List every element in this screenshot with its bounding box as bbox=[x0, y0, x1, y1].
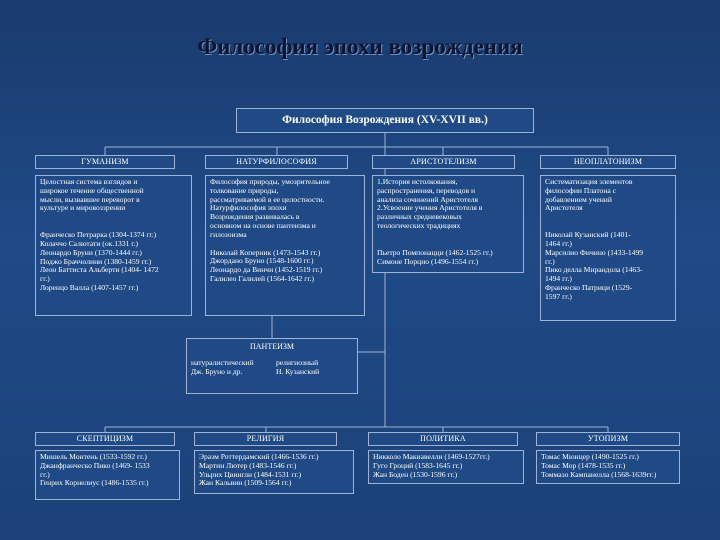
column-line: Томмазо Кампанелла (1568-1639гг.) bbox=[541, 469, 657, 479]
pantheism-line: Дж. Бруно и др. bbox=[191, 367, 243, 376]
header-neoplatonism: НЕОПЛАТОНИЗМ bbox=[540, 155, 676, 169]
column-utopianism bbox=[536, 450, 680, 484]
header-utopianism: УТОПИЗМ bbox=[536, 432, 680, 446]
column-line: анализа сочинений Аристотеля bbox=[377, 194, 478, 204]
column-line: 2.Усвоение учения Аристотеля в bbox=[377, 203, 483, 213]
column-line: Николай Коперник (1473-1543 гг.) bbox=[210, 247, 321, 257]
column-line: Эразм Роттердамский (1466-1536 гг.) bbox=[199, 452, 319, 461]
column-line: гг.) bbox=[40, 274, 50, 284]
column-line: Пико делла Мирандола (1463- bbox=[545, 265, 643, 275]
pantheism-line: религиозный bbox=[276, 358, 319, 367]
column-line: Колаччо Салютати (ок.1331 г.) bbox=[40, 238, 138, 248]
column-politics bbox=[368, 450, 524, 484]
column-line: Ульрих Цвингли (1484-1531 гг.) bbox=[199, 469, 302, 479]
column-aristotelianism bbox=[372, 175, 524, 273]
pantheism-religious bbox=[268, 358, 353, 376]
column-line: теологических традициях bbox=[377, 220, 461, 230]
column-humanism bbox=[35, 175, 192, 316]
column-line: Томас Мюнцер (1490-1525 гг.) bbox=[541, 452, 639, 461]
column-line: Франческо Патрици (1529- bbox=[545, 282, 633, 292]
column-line: 1464 гг.) bbox=[545, 238, 572, 248]
header-skepticism: СКЕПТИЦИЗМ bbox=[35, 432, 175, 446]
column-line: Жан Кальвин (1509-1564 гг.) bbox=[199, 478, 292, 488]
column-line: Николай Кузанский (1401- bbox=[545, 230, 631, 240]
column-line: Натурфилософия эпохи bbox=[210, 203, 287, 213]
column-line: различных средневековых bbox=[377, 212, 462, 222]
column-line: Систематизация элементов bbox=[545, 177, 633, 186]
header-aristotelianism: АРИСТОТЕЛИЗМ bbox=[372, 155, 515, 169]
column-line: Леонардо Бруни (1370-1444 гг.) bbox=[40, 247, 142, 257]
column-line: Леон Баттиста Альберти (1404- 1472 bbox=[40, 265, 159, 275]
column-naturphilosophy bbox=[205, 175, 365, 316]
column-line: Аристотеля bbox=[545, 203, 583, 213]
column-line: Никколо Макиавелли (1469-1527гг.) bbox=[373, 452, 490, 461]
pantheism-line: Н. Кузанский bbox=[276, 367, 320, 376]
column-line: гг.) bbox=[40, 469, 50, 479]
column-line: Жан Боден (1530-1596 гг.) bbox=[373, 469, 458, 479]
column-line: рассматриваемой в ее целостности. bbox=[210, 194, 325, 204]
column-line: гг.) bbox=[545, 256, 555, 266]
column-line: Философия природы, умозрительное bbox=[210, 177, 330, 186]
column-line: распространения, переводов и bbox=[377, 185, 476, 195]
column-line: широкое течение общественной bbox=[40, 185, 144, 195]
column-line: 1597 гг.) bbox=[545, 291, 572, 301]
column-line: мысли, вызвавшее переворот в bbox=[40, 194, 140, 204]
column-line: Марсилио Фичино (1433-1499 bbox=[545, 247, 644, 257]
root-box: Философия Возрождения (XV-XVII вв.) bbox=[236, 108, 534, 133]
column-line: Поджо Браччолини (1380-1459 гг.) bbox=[40, 256, 152, 266]
column-line: Пьетро Помпонацци (1462-1525 гг.) bbox=[377, 247, 493, 257]
column-line: Джордано Бруно (1548-1600 гг.) bbox=[210, 256, 314, 266]
column-religion bbox=[194, 450, 354, 494]
column-line: гилозоизма bbox=[210, 229, 247, 239]
pantheism-box bbox=[186, 338, 358, 394]
column-line: добавлением учений bbox=[545, 194, 612, 204]
column-line: Целостная система взглядов и bbox=[40, 177, 138, 186]
column-line: Галилео Галилей (1564-1642 гг.) bbox=[210, 273, 315, 283]
column-line: Франческо Петрарка (1304-1374 гг.) bbox=[40, 230, 157, 240]
column-line: толкование природы, bbox=[210, 185, 279, 195]
header-religion: РЕЛИГИЯ bbox=[194, 432, 337, 446]
column-line: культуре и мировоззрении bbox=[40, 203, 126, 213]
page-title: Философия эпохи возрождения bbox=[197, 34, 523, 59]
column-line: Возрождения развивалась в bbox=[210, 212, 300, 222]
header-humanism: ГУМАНИЗМ bbox=[35, 155, 175, 169]
column-line: основном на основе пантеизма и bbox=[210, 220, 316, 230]
column-line: 1.История истолкования, bbox=[377, 177, 458, 186]
column-line: Мишель Монтень (1533-1592 гг.) bbox=[40, 452, 147, 461]
pantheism-header: ПАНТЕИЗМ bbox=[249, 342, 294, 351]
column-skepticism bbox=[35, 450, 180, 500]
column-line: Симоне Порцио (1496-1554 гг.) bbox=[377, 256, 479, 266]
column-line: философии Платона с bbox=[545, 185, 617, 195]
column-line: Мартин Лютер (1483-1546 гг.) bbox=[199, 460, 297, 470]
header-naturphilosophy: НАТУРФИЛОСОФИЯ bbox=[205, 155, 348, 169]
pantheism-naturalistic bbox=[191, 358, 268, 376]
column-line: Гуго Гроций (1583-1645 гг.) bbox=[373, 460, 463, 470]
header-politics: ПОЛИТИКА bbox=[368, 432, 518, 446]
pantheism-line: натуралистический bbox=[191, 358, 254, 367]
column-line: 1494 гг.) bbox=[545, 274, 572, 284]
column-line: Леонардо да Винчи (1452-1519 гг.) bbox=[210, 265, 323, 275]
column-line: Лоренцо Валла (1407-1457 гг.) bbox=[40, 282, 139, 292]
column-line: Генрих Корнелиус (1486-1535 гг.) bbox=[40, 478, 149, 488]
column-neoplatonism bbox=[540, 175, 676, 321]
column-line: Томас Мор (1478-1535 гг.) bbox=[541, 460, 626, 470]
column-line: Джанфранческо Пико (1469- 1533 bbox=[40, 460, 150, 470]
